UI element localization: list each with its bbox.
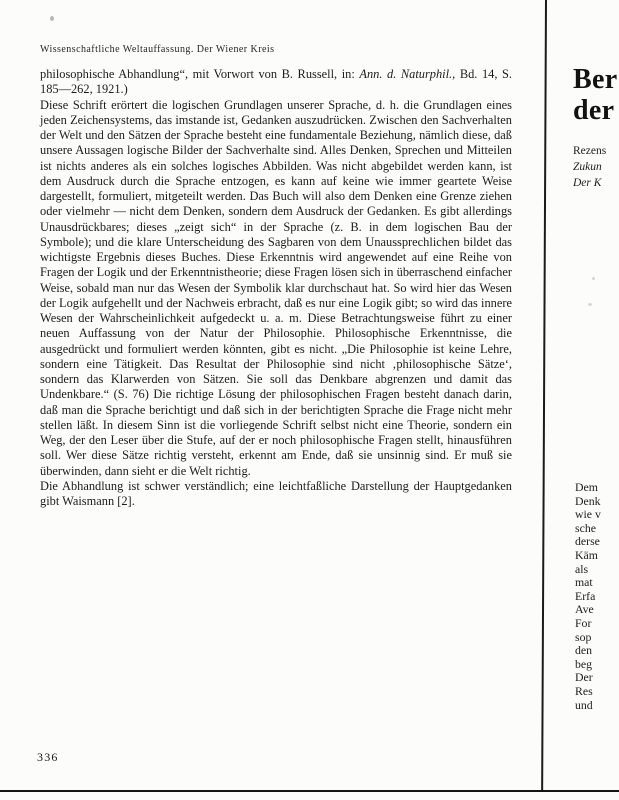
- text-fragment-line: wie v: [575, 507, 601, 522]
- text-fragment-line: Denk: [575, 493, 601, 508]
- next-page-text-fragments: [575, 481, 601, 712]
- text-fragment-line: als: [575, 561, 589, 576]
- body-paragraph-closing: Die Abhandlung ist schwer verständlich; eine leichtfaßliche Darstellung der Hauptgedanken gibt Waismann [2].: [40, 478, 512, 508]
- text-fragment-line: Dem: [575, 480, 598, 494]
- meta-fragment-line2: Zukun: [573, 161, 602, 174]
- text-fragment-line: Res: [575, 683, 593, 698]
- page-number: 336: [37, 750, 59, 764]
- text-fragment-line: For: [575, 615, 592, 630]
- meta-fragment-line3: Der K: [573, 177, 602, 190]
- next-page-meta-fragment: [573, 143, 606, 192]
- text-fragment-line: Ave: [575, 602, 594, 617]
- bottom-scan-edge-line: [0, 790, 619, 792]
- text-fragment-line: derse: [575, 534, 600, 549]
- heading-fragment-line1: Ber: [573, 64, 618, 95]
- heading-fragment-line2: der: [573, 95, 615, 126]
- scan-speck: [592, 277, 595, 280]
- text-fragment-line: Der: [575, 670, 593, 685]
- meta-fragment-line1: Rezens: [573, 145, 607, 157]
- text-fragment-line: sop: [575, 629, 592, 644]
- scan-speck: [50, 16, 54, 21]
- text-fragment-line: Käm: [575, 547, 598, 562]
- text-fragment-line: und: [575, 697, 593, 712]
- body-paragraph-citation: [40, 67, 512, 98]
- next-page-heading-fragment: [573, 64, 617, 126]
- body-paragraph-main: Diese Schrift erörtert die logischen Grundlagen unserer Sprache, d. h. die Grundlagen eines jeden Zeichensystems, das imstande ist, Gedanken auszudrücken. Zwischen den Sachverhalten der Welt und den Sätzen der Sprache besteht eine fundamentale Beziehung, nämlich diese, daß unsere Aussagen logische Bilder der Sachverhalte sind. Alles Denken, Sprechen und Mitteilen ist nichts anderes als ein solches logisches Abbilden. Was nicht abgebildet werden kann, ist dem Ausdruck durch die Sprache entzogen, es kann auf keine wie immer geartete Weise dargestellt, formuliert, mitgeteilt werden. Das Buch will also dem Denken eine Grenze ziehen oder vielmehr — nicht dem Denken, sondern dem Ausdruck der Gedanken. Es gibt allerdings Unausdrückbares; dieses „zeigt sich“ in der Sprache (z. B. in dem logischen Bau der Symbole); und die klare Unterscheidung des Sagbaren von dem Unaussprechlichen bildet das wichtigste Ergebnis dieses Buches. Diese Erkenntnis wird angewendet auf eine Reihe von Fragen der Logik und der Erkenntnistheorie; diese Fragen lösen sich in überraschend einfacher Weise, sobald man nur das Wesen der Symbolik klar durchschaut hat. So wird hier das Wesen der Logik aufgehellt und der Nachweis erbracht, daß es nur eine Logik gibt; so wird das innere Wesen der Wahrscheinlichkeit aufgedeckt u. a. m. Diese Betrachtungsweise führt zu einer neuen Auffassung von der Natur der Philosophie. Philosophische Erkenntnisse, die ausgedrückt und formuliert werden könnten, gibt es nicht. „Die Philosophie ist keine Lehre, sondern eine Tätigkeit. Das Resultat der Philosophie sind nicht ‚philosophische Sätze‘, sondern das Klarwerden von Sätzen. Sie soll das Denkbare abgrenzen und damit das Undenkbare.“ (S. 76) Die richtige Lösung der philosophischen Fragen besteht danach darin, daß man die Sprache berichtigt und daß sich in der berichtigten Sprache die Frage nicht mehr stellen läßt. In diesem Sinn ist die vorliegende Schrift selbst nicht eine Theorie, sondern ein Weg, der den Leser über die Stufe, auf der er noch philosophische Fragen stellt, hinausführen soll. Wer diese Sätze richtig versteht, erkennt am Ende, daß sie unsinnig sind. Er muß sie überwinden, dann sieht er die Welt richtig.: [40, 97, 512, 478]
- text-fragment-line: beg: [575, 656, 593, 671]
- citation-pre: philosophische Abhandlung“, mit Vorwort von B. Russell, in:: [40, 67, 360, 81]
- text-fragment-line: Erfa: [575, 588, 596, 603]
- text-fragment-line: sche: [575, 520, 596, 535]
- running-head: Wissenschaftliche Weltauffassung. Der Wiener Kreis: [40, 44, 275, 55]
- scan-speck: [588, 303, 592, 306]
- text-fragment-line: mat: [575, 575, 593, 590]
- text-fragment-line: den: [575, 643, 593, 658]
- citation-journal-italic: Ann. d. Naturphil.,: [359, 67, 456, 81]
- citation-post: Bd. 14, S. 185—262, 1921.): [40, 67, 513, 97]
- body-text-block: [40, 67, 512, 509]
- page-gutter-line: [541, 0, 547, 792]
